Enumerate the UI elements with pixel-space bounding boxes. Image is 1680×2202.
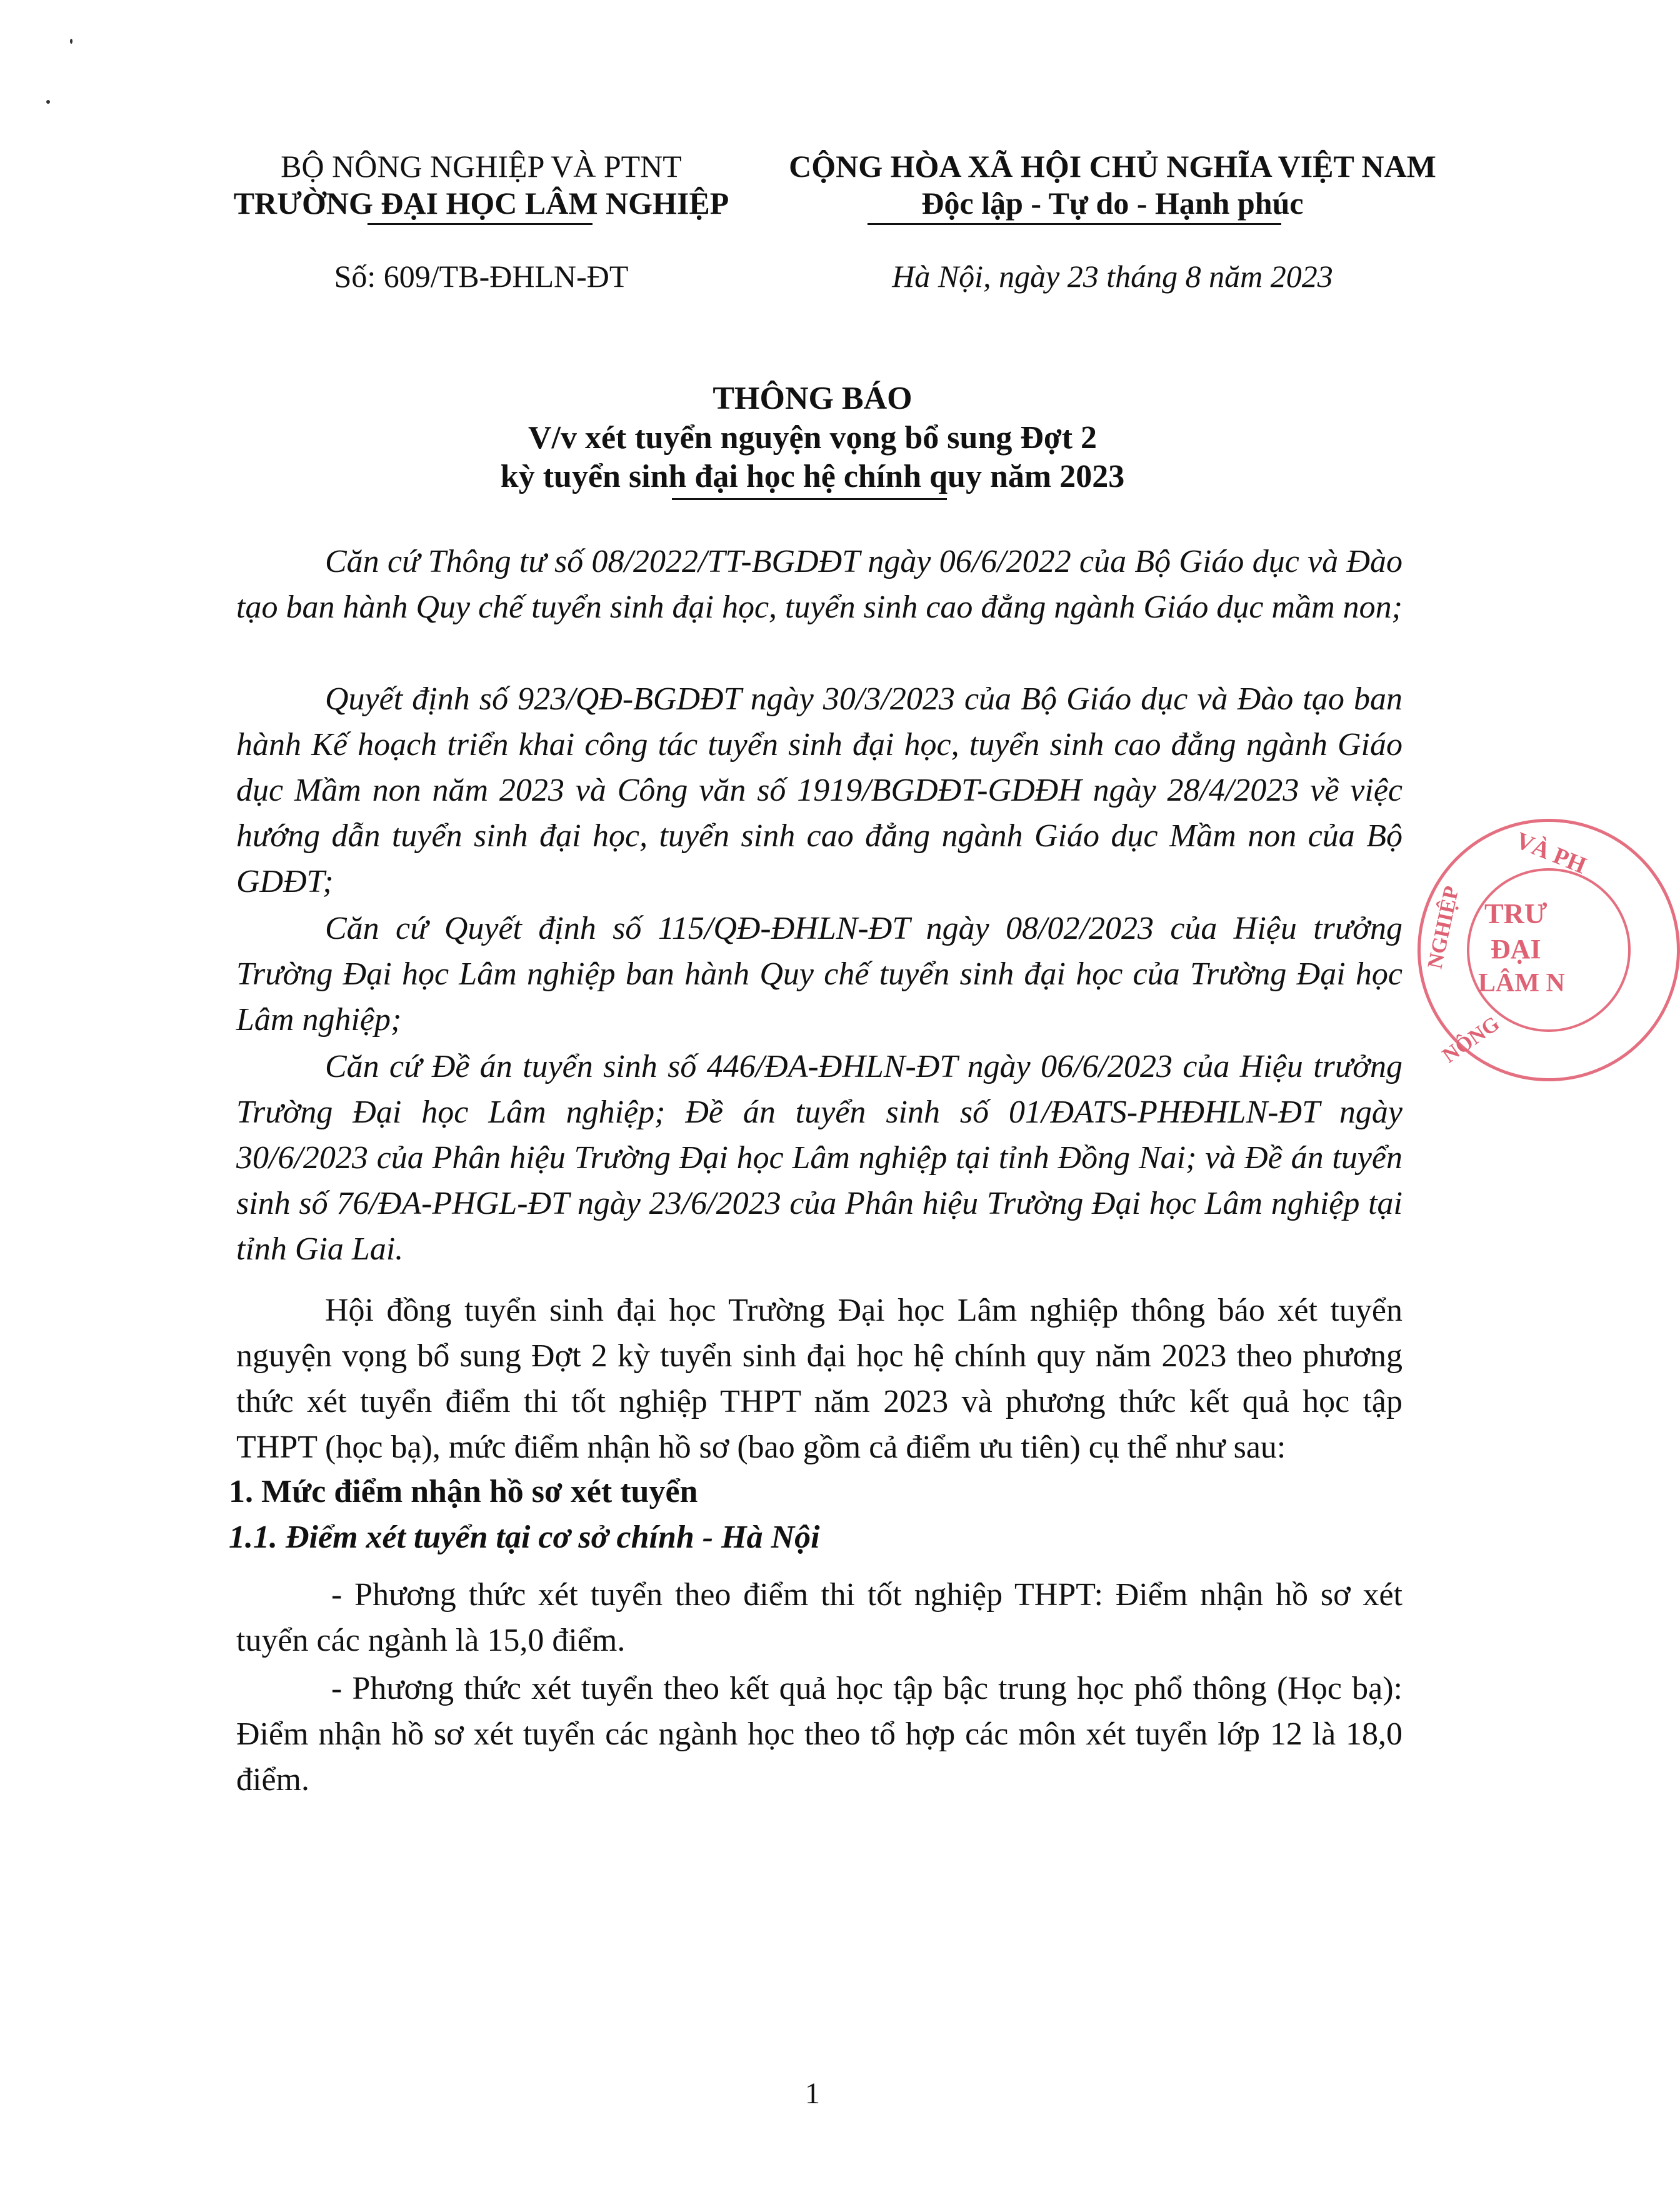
stamp-center-line1: TRƯ: [1484, 898, 1548, 929]
notice-title: THÔNG BÁO: [712, 381, 912, 416]
country-name: CỘNG HÒA XÃ HỘI CHỦ NGHĨA VIỆT NAM: [789, 149, 1436, 184]
place-date: Hà Nội, ngày 23 tháng 8 năm 2023: [892, 259, 1333, 294]
basis-paragraph-2: Quyết định số 923/QĐ-BGDĐT ngày 30/3/2023 của Bộ Giáo dục và Đào tạo ban hành Kế hoạch triển khai công tác tuyển sinh đại học, tuyển sinh cao đẳng ngành Giáo dục Mầm non năm 2023 và Công văn số 1919/BGDĐT-GDĐH ngày 28/4/2023 về việc hướng dẫn tuyển sinh đại học, tuyển sinh cao đẳng ngành Giáo dục Mầm non của Bộ GDĐT;: [236, 681, 1402, 899]
school-underline: [368, 223, 592, 225]
stamp-center-line3: LÂM N: [1478, 969, 1565, 998]
basis-paragraph-3: Căn cứ Quyết định số 115/QĐ-ĐHLN-ĐT ngày 08/02/2023 của Hiệu trưởng Trường Đại học Lâm nghiệp ban hành Quy chế tuyển sinh đại học của Trường Đại học Lâm nghiệp;: [236, 911, 1402, 1038]
document-number: Số: 609/TB-ĐHLN-ĐT: [334, 259, 629, 294]
motto: Độc lập - Tự do - Hạnh phúc: [921, 186, 1304, 221]
basis-paragraph-4: Căn cứ Đề án tuyển sinh số 446/ĐA-ĐHLN-ĐT ngày 06/6/2023 của Hiệu trưởng Trường Đại học Lâm nghiệp; Đề án tuyển sinh số 01/ĐATS-PHĐHLN-ĐT ngày 30/6/2023 của Phân hiệu Trường Đại học Lâm nghiệp tại tỉnh Đồng Nai; và Đề án tuyển sinh số 76/ĐA-PHGL-ĐT ngày 23/6/2023 của Phân hiệu Trường Đại học Lâm nghiệp tại tỉnh Gia Lai.: [236, 1049, 1402, 1267]
section-heading: 1. Mức điểm nhận hồ sơ xét tuyển: [229, 1474, 698, 1509]
red-seal-stamp: [1418, 819, 1680, 1081]
motto-underline: [868, 223, 1281, 225]
criteria-item-1: - Phương thức xét tuyển theo điểm thi tốt nghiệp THPT: Điểm nhận hồ sơ xét tuyển các ngành là 15,0 điểm.: [236, 1577, 1402, 1658]
criteria-item-2: - Phương thức xét tuyển theo kết quả học tập bậc trung học phổ thông (Học bạ): Điểm nhận hồ sơ xét tuyển các ngành học theo tổ hợp các môn xét tuyển lớp 12 là 18,0 điểm.: [236, 1671, 1402, 1798]
ministry-name: BỘ NÔNG NGHIỆP VÀ PTNT: [281, 149, 682, 184]
school-name: TRƯỜNG ĐẠI HỌC LÂM NGHIỆP: [233, 186, 729, 221]
stamp-center-line2: ĐẠI: [1491, 934, 1541, 964]
basis-paragraph-1: Căn cứ Thông tư số 08/2022/TT-BGDĐT ngày 06/6/2022 của Bộ Giáo dục và Đào tạo ban hành Quy chế tuyển sinh đại học, tuyển sinh cao đẳng ngành Giáo dục mầm non;: [236, 544, 1402, 625]
title-underline: [672, 498, 947, 500]
notice-subject-line1: V/v xét tuyển nguyện vọng bổ sung Đợt 2: [528, 420, 1098, 456]
scan-mark: [46, 100, 50, 104]
stamp-bottom-text: NÔNG: [1438, 1012, 1504, 1068]
stamp-top-text: VÀ PH: [1512, 827, 1590, 879]
intro-paragraph: Hội đồng tuyển sinh đại học Trường Đại học Lâm nghiệp thông báo xét tuyển nguyện vọng bổ sung Đợt 2 kỳ tuyển sinh đại học hệ chính quy năm 2023 theo phương thức xét tuyển điểm thi tốt nghiệp THPT năm 2023 và phương thức kết quả học tập THPT (học bạ), mức điểm nhận hồ sơ (bao gồm cả điểm ưu tiên) cụ thể như sau:: [236, 1293, 1402, 1465]
notice-subject-line2: kỳ tuyển sinh đại học hệ chính quy năm 2023: [500, 459, 1125, 494]
stamp-left-text: NGHIỆP: [1423, 884, 1464, 971]
subsection-heading: 1.1. Điểm xét tuyển tại cơ sở chính - Hà Nội: [229, 1519, 820, 1555]
scan-mark: [70, 39, 72, 44]
page-number: 1: [805, 2077, 820, 2110]
